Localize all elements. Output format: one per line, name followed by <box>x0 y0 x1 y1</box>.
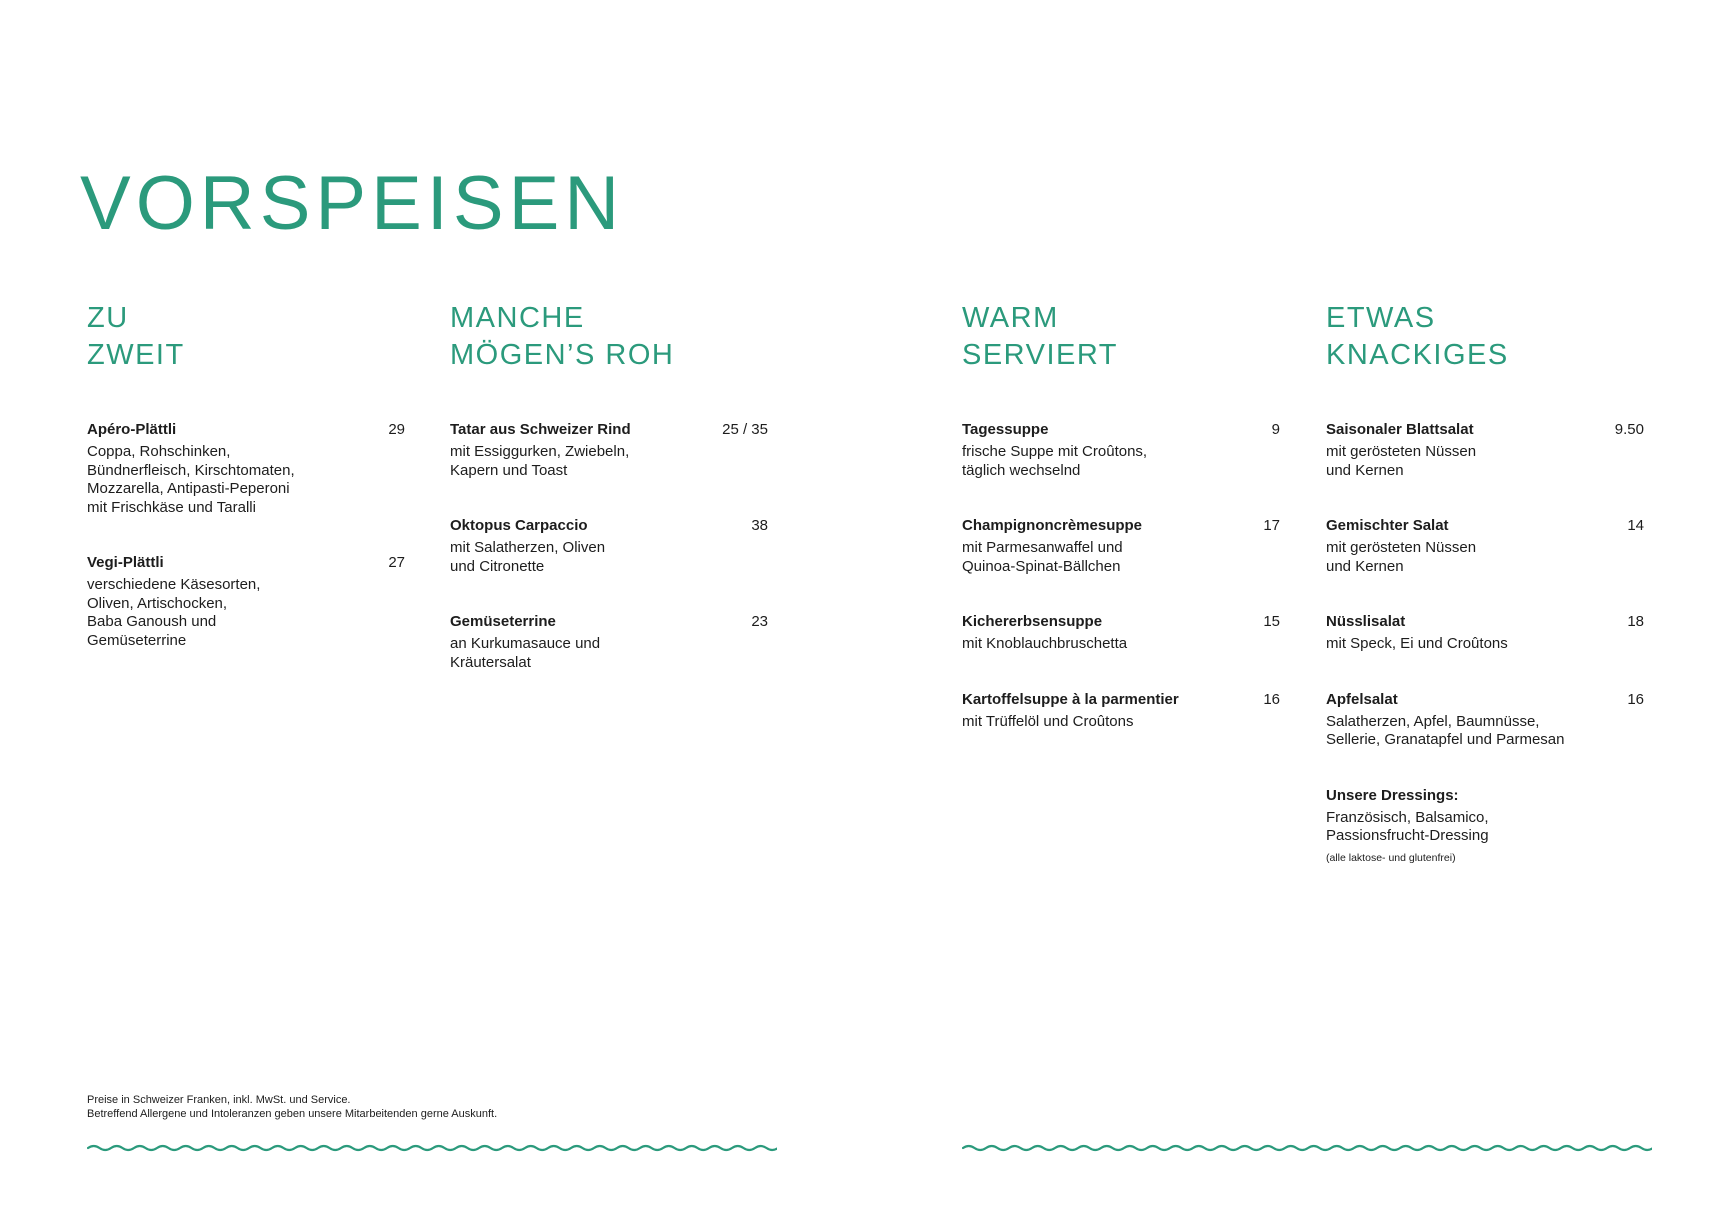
item-description: mit Parmesanwaffel und Quinoa-Spinat-Bällchen <box>962 539 1123 575</box>
item-description: Salatherzen, Apfel, Baumnüsse, Sellerie, Granatapfel und Parmesan <box>1326 712 1565 748</box>
dressings <box>1326 786 1644 865</box>
menu-item <box>450 516 768 576</box>
item-price: 27 <box>388 554 405 571</box>
dressings-note: (alle laktose- und glutenfrei) <box>1326 851 1456 864</box>
item-description: Coppa, Rohschinken, Bündnerfleisch, Kirschtomaten, Mozzarella, Antipasti-Peperoni mit Frischkäse und Taralli <box>87 443 295 516</box>
menu-item <box>450 612 768 672</box>
menu-item <box>1326 612 1644 654</box>
item-description: verschiedene Käsesorten, Oliven, Artischocken, Baba Ganoush und Gemüseterrine <box>87 576 261 649</box>
item-description: mit gerösteten Nüssen und Kernen <box>1326 539 1477 575</box>
item-name: Oktopus Carpaccio <box>450 517 588 534</box>
item-price: 18 <box>1627 613 1644 630</box>
item-price: 9.50 <box>1614 421 1644 438</box>
item-description: mit Trüffelöl und Croûtons <box>962 712 1134 730</box>
item-name: Kartoffelsuppe à la parmentier <box>962 690 1179 708</box>
item-price: 17 <box>1263 517 1280 534</box>
item-price: 9 <box>1271 421 1280 438</box>
menu-item <box>962 420 1280 480</box>
item-name: Vegi-Plättli <box>87 554 164 571</box>
item-name: Saisonaler Blattsalat <box>1326 421 1474 438</box>
page-title: VORSPEISEN <box>80 160 625 246</box>
item-name: Kichererbsensuppe <box>962 613 1103 630</box>
item-name: Champignoncrèmesuppe <box>962 517 1143 534</box>
wave-line <box>88 1146 777 1150</box>
item-price: 16 <box>1627 690 1644 708</box>
menu-item <box>1326 690 1644 750</box>
section-heading: MANCHE MÖGEN’S ROH <box>450 302 675 371</box>
item-description: mit Knoblauchbruschetta <box>962 635 1128 652</box>
item-name: Tagessuppe <box>962 421 1049 438</box>
item-description: mit Salatherzen, Oliven und Citronette <box>450 539 606 575</box>
item-price: 25 / 35 <box>722 421 768 438</box>
wave-divider-left <box>87 1140 777 1156</box>
menu-item <box>450 420 768 480</box>
item-name: Apfelsalat <box>1326 690 1398 708</box>
item-price: 29 <box>388 421 405 438</box>
item-price: 15 <box>1263 613 1280 630</box>
item-price: 16 <box>1263 690 1280 708</box>
menu-item <box>962 612 1280 654</box>
menu-item <box>1326 516 1644 576</box>
section-heading: ZU ZWEIT <box>87 302 185 371</box>
wave-divider-right <box>962 1140 1652 1156</box>
menu-item <box>962 516 1280 576</box>
item-description: mit Speck, Ei und Croûtons <box>1326 635 1508 652</box>
item-price: 14 <box>1627 517 1644 534</box>
price-footnote: Preise in Schweizer Franken, inkl. MwSt. und Service. Betreffend Allergene und Intoleranzen geben unsere Mitarbeitenden gerne Auskunft. <box>87 1094 498 1120</box>
menu-item <box>87 420 405 517</box>
menu-item <box>87 553 405 650</box>
section-heading: ETWAS KNACKIGES <box>1326 302 1509 371</box>
dressings-title: Unsere Dressings: <box>1326 786 1459 804</box>
section-zu-zweit <box>87 300 405 686</box>
section-warm-serviert <box>962 300 1280 767</box>
section-manche-moegens-roh <box>450 300 768 708</box>
item-name: Tatar aus Schweizer Rind <box>450 421 631 438</box>
item-name: Nüsslisalat <box>1326 613 1406 630</box>
item-description: mit gerösteten Nüssen und Kernen <box>1326 443 1477 479</box>
item-name: Gemüseterrine <box>450 613 556 630</box>
section-etwas-knackiges <box>1326 300 1644 901</box>
menu-item <box>1326 420 1644 480</box>
item-name: Apéro-Plättli <box>87 421 177 438</box>
menu-item <box>962 690 1280 732</box>
item-description: frische Suppe mit Croûtons, täglich wechselnd <box>962 443 1148 479</box>
item-price: 23 <box>751 613 768 630</box>
item-description: mit Essiggurken, Zwiebeln, Kapern und Toast <box>450 443 630 479</box>
wave-line <box>963 1146 1652 1150</box>
item-price: 38 <box>751 517 768 534</box>
item-name: Gemischter Salat <box>1326 517 1449 534</box>
section-heading: WARM SERVIERT <box>962 302 1118 371</box>
item-description: an Kurkumasauce und Kräutersalat <box>450 635 601 671</box>
dressings-list: Französisch, Balsamico, Passionsfrucht-Dressing <box>1326 808 1489 844</box>
